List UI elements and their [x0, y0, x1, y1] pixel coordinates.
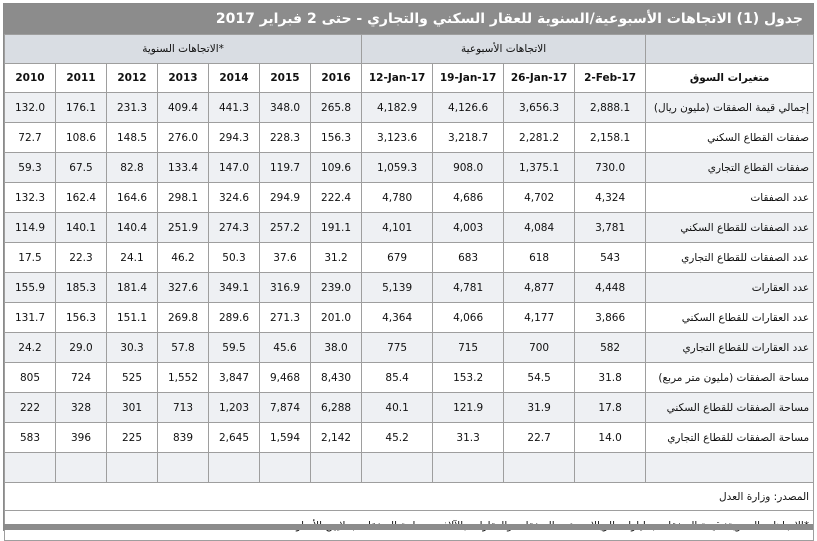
empty-cell: [362, 453, 433, 483]
annual-value-cell: 301: [107, 393, 158, 423]
weekly-value-cell: 2,888.1: [575, 93, 646, 123]
weekly-value-cell: 22.7: [504, 423, 575, 453]
weekly-trends-header: الاتجاهات الأسبوعية: [362, 35, 646, 64]
row-label: عدد الصفقات: [646, 183, 814, 213]
table-row: [5, 243, 814, 273]
annual-value-cell: 151.1: [107, 303, 158, 333]
table-row: [5, 153, 814, 183]
annual-value-cell: 805: [5, 363, 56, 393]
weekly-value-cell: 4,182.9: [362, 93, 433, 123]
weekly-value-cell: 3,123.6: [362, 123, 433, 153]
annual-value-cell: 109.6: [311, 153, 362, 183]
weekly-value-cell: 679: [362, 243, 433, 273]
empty-cell: [260, 453, 311, 483]
weekly-value-cell: 40.1: [362, 393, 433, 423]
empty-cell: [5, 453, 56, 483]
annual-value-cell: 257.2: [260, 213, 311, 243]
annual-value-cell: 29.0: [56, 333, 107, 363]
table-row: [5, 213, 814, 243]
annual-value-cell: 269.8: [158, 303, 209, 333]
col-header-2-feb: 2-Feb-17: [575, 64, 646, 93]
annual-value-cell: 31.2: [311, 243, 362, 273]
annual-value-cell: 348.0: [260, 93, 311, 123]
table-row: [5, 273, 814, 303]
group-header-blank: [646, 35, 814, 64]
annual-value-cell: 156.3: [56, 303, 107, 333]
weekly-value-cell: 4,702: [504, 183, 575, 213]
weekly-value-cell: 1,375.1: [504, 153, 575, 183]
annual-value-cell: 349.1: [209, 273, 260, 303]
weekly-value-cell: 3,781: [575, 213, 646, 243]
annual-value-cell: 239.0: [311, 273, 362, 303]
annual-value-cell: 294.3: [209, 123, 260, 153]
annual-value-cell: 1,203: [209, 393, 260, 423]
table-row: [5, 363, 814, 393]
weekly-value-cell: 153.2: [433, 363, 504, 393]
annual-value-cell: 2,142: [311, 423, 362, 453]
table-row: [5, 303, 814, 333]
weekly-value-cell: 14.0: [575, 423, 646, 453]
weekly-value-cell: 31.3: [433, 423, 504, 453]
annual-value-cell: 148.5: [107, 123, 158, 153]
table-title: جدول (1) الاتجاهات الأسبوعية/السنوية للعقار السكني والتجاري - حتى 2 فبراير 2017: [4, 4, 813, 34]
annual-value-cell: 38.0: [311, 333, 362, 363]
annual-value-cell: 409.4: [158, 93, 209, 123]
annual-value-cell: 265.8: [311, 93, 362, 123]
table-row: [5, 183, 814, 213]
weekly-value-cell: 1,059.3: [362, 153, 433, 183]
bottom-bar: [4, 524, 813, 530]
empty-cell: [646, 453, 814, 483]
weekly-value-cell: 3,656.3: [504, 93, 575, 123]
annual-value-cell: 583: [5, 423, 56, 453]
weekly-value-cell: 543: [575, 243, 646, 273]
annual-value-cell: 132.3: [5, 183, 56, 213]
annual-value-cell: 59.3: [5, 153, 56, 183]
report-table-panel: [3, 3, 814, 531]
annual-value-cell: 67.5: [56, 153, 107, 183]
col-header-2012: 2012: [107, 64, 158, 93]
col-header-2014: 2014: [209, 64, 260, 93]
table-row: [5, 393, 814, 423]
weekly-value-cell: 4,877: [504, 273, 575, 303]
annual-value-cell: 108.6: [56, 123, 107, 153]
annual-value-cell: 201.0: [311, 303, 362, 333]
col-header-2011: 2011: [56, 64, 107, 93]
annual-value-cell: 222.4: [311, 183, 362, 213]
annual-value-cell: 162.4: [56, 183, 107, 213]
weekly-value-cell: 715: [433, 333, 504, 363]
column-header-row: [5, 64, 814, 93]
weekly-value-cell: 4,364: [362, 303, 433, 333]
annual-value-cell: 225: [107, 423, 158, 453]
annual-value-cell: 1,594: [260, 423, 311, 453]
weekly-value-cell: 45.2: [362, 423, 433, 453]
annual-value-cell: 6,288: [311, 393, 362, 423]
weekly-value-cell: 775: [362, 333, 433, 363]
group-header-row: [5, 35, 814, 64]
annual-value-cell: 191.1: [311, 213, 362, 243]
annual-value-cell: 8,430: [311, 363, 362, 393]
empty-cell: [209, 453, 260, 483]
annual-trends-header: الاتجاهات السنوية*: [5, 35, 362, 64]
weekly-value-cell: 4,780: [362, 183, 433, 213]
weekly-value-cell: 3,218.7: [433, 123, 504, 153]
row-label: عدد العقارات للقطاع السكني: [646, 303, 814, 333]
annual-value-cell: 24.1: [107, 243, 158, 273]
weekly-value-cell: 85.4: [362, 363, 433, 393]
annual-value-cell: 713: [158, 393, 209, 423]
annual-value-cell: 131.7: [5, 303, 56, 333]
weekly-value-cell: 730.0: [575, 153, 646, 183]
annual-value-cell: 276.0: [158, 123, 209, 153]
col-header-26-jan: 26-Jan-17: [504, 64, 575, 93]
col-header-2015: 2015: [260, 64, 311, 93]
empty-cell: [107, 453, 158, 483]
weekly-value-cell: 3,866: [575, 303, 646, 333]
annual-value-cell: 164.6: [107, 183, 158, 213]
annual-value-cell: 839: [158, 423, 209, 453]
annual-value-cell: 324.6: [209, 183, 260, 213]
annual-value-cell: 50.3: [209, 243, 260, 273]
weekly-value-cell: 4,084: [504, 213, 575, 243]
annual-value-cell: 316.9: [260, 273, 311, 303]
annual-value-cell: 37.6: [260, 243, 311, 273]
annual-value-cell: 396: [56, 423, 107, 453]
empty-cell: [311, 453, 362, 483]
table-row: [5, 123, 814, 153]
row-label: عدد الصفقات للقطاع السكني: [646, 213, 814, 243]
col-header-2010: 2010: [5, 64, 56, 93]
row-label: عدد العقارات: [646, 273, 814, 303]
table-row: [5, 423, 814, 453]
annual-value-cell: 441.3: [209, 93, 260, 123]
row-label: عدد العقارات للقطاع التجاري: [646, 333, 814, 363]
annual-value-cell: 176.1: [56, 93, 107, 123]
annual-value-cell: 140.1: [56, 213, 107, 243]
weekly-value-cell: 4,126.6: [433, 93, 504, 123]
weekly-value-cell: 908.0: [433, 153, 504, 183]
annual-value-cell: 298.1: [158, 183, 209, 213]
annual-value-cell: 156.3: [311, 123, 362, 153]
col-header-19-jan: 19-Jan-17: [433, 64, 504, 93]
annual-value-cell: 114.9: [5, 213, 56, 243]
weekly-value-cell: 31.8: [575, 363, 646, 393]
annual-value-cell: 119.7: [260, 153, 311, 183]
col-header-2013: 2013: [158, 64, 209, 93]
annual-value-cell: 231.3: [107, 93, 158, 123]
annual-value-cell: 9,468: [260, 363, 311, 393]
annual-value-cell: 82.8: [107, 153, 158, 183]
row-label: صفقات القطاع السكني: [646, 123, 814, 153]
source-row: [5, 483, 814, 511]
row-label: مساحة الصفقات للقطاع السكني: [646, 393, 814, 423]
annual-value-cell: 228.3: [260, 123, 311, 153]
table-row: [5, 333, 814, 363]
annual-value-cell: 2,645: [209, 423, 260, 453]
annual-value-cell: 147.0: [209, 153, 260, 183]
weekly-value-cell: 683: [433, 243, 504, 273]
annual-value-cell: 7,874: [260, 393, 311, 423]
empty-cell: [433, 453, 504, 483]
weekly-value-cell: 5,139: [362, 273, 433, 303]
weekly-value-cell: 2,281.2: [504, 123, 575, 153]
weekly-value-cell: 31.9: [504, 393, 575, 423]
weekly-value-cell: 121.9: [433, 393, 504, 423]
col-header-12-jan: 12-Jan-17: [362, 64, 433, 93]
weekly-value-cell: 4,101: [362, 213, 433, 243]
annual-value-cell: 59.5: [209, 333, 260, 363]
annual-value-cell: 327.6: [158, 273, 209, 303]
empty-cell: [575, 453, 646, 483]
annual-value-cell: 72.7: [5, 123, 56, 153]
weekly-value-cell: 4,177: [504, 303, 575, 333]
annual-value-cell: 289.6: [209, 303, 260, 333]
annual-value-cell: 271.3: [260, 303, 311, 333]
annual-value-cell: 3,847: [209, 363, 260, 393]
weekly-value-cell: 618: [504, 243, 575, 273]
annual-value-cell: 181.4: [107, 273, 158, 303]
empty-cell: [158, 453, 209, 483]
col-header-2016: 2016: [311, 64, 362, 93]
row-label: إجمالي قيمة الصفقات (مليون ريال): [646, 93, 814, 123]
empty-row: [5, 453, 814, 483]
weekly-value-cell: 4,781: [433, 273, 504, 303]
table-row: [5, 93, 814, 123]
annual-value-cell: 222: [5, 393, 56, 423]
row-label: مساحة الصفقات (مليون متر مربع): [646, 363, 814, 393]
annual-value-cell: 251.9: [158, 213, 209, 243]
annual-value-cell: 525: [107, 363, 158, 393]
annual-value-cell: 17.5: [5, 243, 56, 273]
source-note: المصدر: وزارة العدل: [5, 483, 814, 511]
annual-value-cell: 24.2: [5, 333, 56, 363]
annual-value-cell: 133.4: [158, 153, 209, 183]
weekly-value-cell: 582: [575, 333, 646, 363]
annual-value-cell: 46.2: [158, 243, 209, 273]
annual-value-cell: 22.3: [56, 243, 107, 273]
weekly-value-cell: 17.8: [575, 393, 646, 423]
annual-value-cell: 155.9: [5, 273, 56, 303]
weekly-value-cell: 54.5: [504, 363, 575, 393]
annual-value-cell: 328: [56, 393, 107, 423]
annual-value-cell: 724: [56, 363, 107, 393]
annual-value-cell: 294.9: [260, 183, 311, 213]
annual-value-cell: 140.4: [107, 213, 158, 243]
row-label: صفقات القطاع التجاري: [646, 153, 814, 183]
annual-value-cell: 132.0: [5, 93, 56, 123]
market-trends-table: [4, 34, 814, 541]
weekly-value-cell: 4,066: [433, 303, 504, 333]
row-label: مساحة الصفقات للقطاع التجاري: [646, 423, 814, 453]
annual-value-cell: 274.3: [209, 213, 260, 243]
row-label: عدد الصفقات للقطاع التجاري: [646, 243, 814, 273]
empty-cell: [56, 453, 107, 483]
col-header-market-variables: متغيرات السوق: [646, 64, 814, 93]
weekly-value-cell: 4,686: [433, 183, 504, 213]
annual-value-cell: 45.6: [260, 333, 311, 363]
annual-value-cell: 30.3: [107, 333, 158, 363]
empty-cell: [504, 453, 575, 483]
weekly-value-cell: 4,324: [575, 183, 646, 213]
annual-value-cell: 1,552: [158, 363, 209, 393]
annual-value-cell: 185.3: [56, 273, 107, 303]
weekly-value-cell: 4,003: [433, 213, 504, 243]
weekly-value-cell: 2,158.1: [575, 123, 646, 153]
weekly-value-cell: 700: [504, 333, 575, 363]
annual-value-cell: 57.8: [158, 333, 209, 363]
weekly-value-cell: 4,448: [575, 273, 646, 303]
